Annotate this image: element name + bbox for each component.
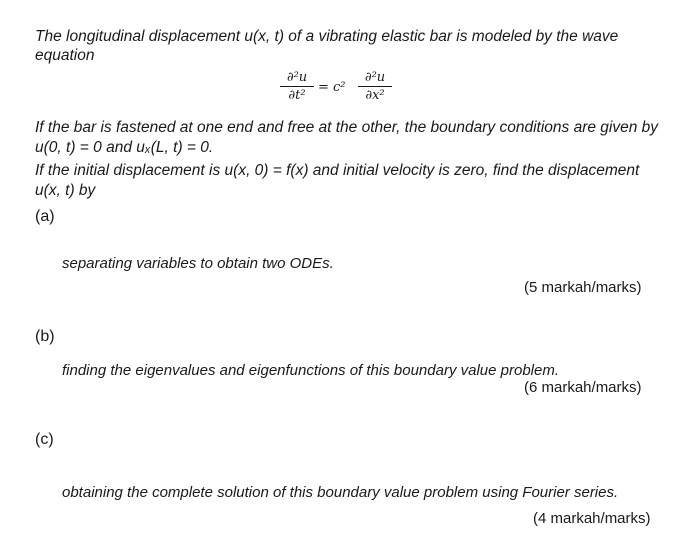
boundary-line-2: u(0, t) = 0 and uₓ(L, t) = 0. [35,139,214,156]
equals-c-squared: = c² [318,80,346,95]
part-b-marks: (6 markah/marks) [524,379,642,396]
part-a-task: separating variables to obtain two ODEs. [62,255,334,272]
lhs-numerator: ∂²u [286,70,308,85]
part-c-marks: (4 markah/marks) [533,510,651,527]
part-b-label: (b) [35,328,55,345]
part-a-label: (a) [35,208,55,225]
initial-line-2: u(x, t) by [35,182,96,199]
rhs-fraction [358,70,392,103]
lhs-denominator: ∂t² [288,88,306,103]
intro-line-1: The longitudinal displacement u(x, t) of a vibrating elastic bar is modeled by the wave [35,28,619,45]
wave-equation [280,70,400,116]
part-b-task: finding the eigenvalues and eigenfunctions of this boundary value problem. [62,362,560,379]
rhs-denominator: ∂x² [365,88,385,103]
initial-line-1: If the initial displacement is u(x, 0) = f(x) and initial velocity is zero, find the displacement [35,162,640,179]
part-a-marks: (5 markah/marks) [524,279,642,296]
boundary-line-1: If the bar is fastened at one end and free at the other, the boundary conditions are given by [35,119,659,136]
part-c-task: obtaining the complete solution of this boundary value problem using Fourier series. [62,484,619,501]
part-c-label: (c) [35,431,54,448]
intro-line-2: equation [35,47,95,64]
rhs-numerator: ∂²u [364,70,386,85]
lhs-fraction [280,70,314,103]
